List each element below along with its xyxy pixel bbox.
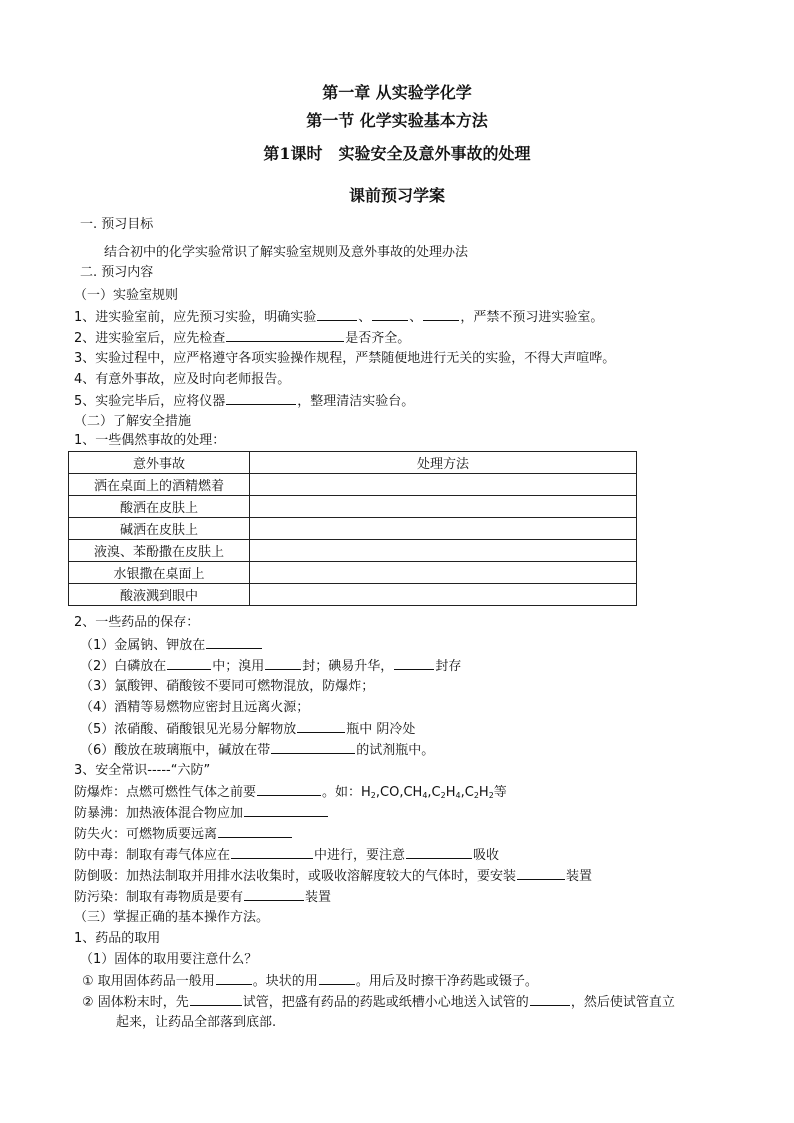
accident-cell: 酸洒在皮肤上 [69,496,250,518]
blank[interactable] [530,993,570,1006]
rule-3: 3、实验过程中，应严格遵守各项实验操作规程，严禁随便地进行无关的实验，不得大声喧哗。 [74,351,616,366]
solid-question: （1）固体的取用要注意什么？ [80,952,258,967]
blank[interactable] [244,888,304,901]
method-cell[interactable] [250,540,637,562]
solid-step-2-cont: 起来，让药品全部落到底部. [116,1015,277,1030]
blank[interactable] [271,741,355,754]
accident-cell: 水银撒在桌面上 [69,562,250,584]
blank[interactable] [265,657,301,670]
storage-5: （5）浓硝酸、硝酸银见光易分解物放 瓶中 阴冷处 [80,722,416,737]
prevent-fire: 防失火：可燃物质要远离 [74,825,293,844]
accident-cell: 洒在桌面上的酒精燃着 [69,474,250,496]
blank[interactable] [167,657,211,670]
method-cell[interactable] [250,584,637,606]
blank[interactable] [317,308,357,321]
blank[interactable] [226,329,344,342]
prevent-pollution: 防污染：制取有毒物质是要有 装置 [74,890,332,905]
accident-cell: 液溴、苯酚撒在皮肤上 [69,540,250,562]
rule-5: 5、实验完毕后，应将仪器 ，整理清洁实验台。 [74,394,415,409]
lesson-title: 第1课时 实验安全及意外事故的处理 [263,144,531,163]
accident-table [68,451,637,606]
storage-2: （2）白磷放在 中；溴用 封；碘易升华， 封存 [80,659,462,674]
six-prevention-heading: 3、安全常识-----“六防” [74,763,211,778]
blank[interactable] [406,846,472,859]
blank[interactable] [216,972,252,985]
chapter-title: 第一章 从实验学化学 [322,83,472,102]
blank[interactable] [206,636,262,649]
table-header-row [69,452,637,474]
blank[interactable] [372,308,408,321]
storage-3: （3）氯酸钾、硝酸铵不要同可燃物混放，防爆炸； [80,679,375,694]
solid-step-2: ② 固体粉末时，先 试管，把盛有药品的药匙或纸槽小心地送入试管的 ，然后使试管直立 [82,995,675,1010]
blank[interactable] [423,308,459,321]
blank[interactable] [226,392,296,405]
column-header: 处理方法 [250,452,637,474]
rule-2: 2、进实验室后，应先检查 是否齐全。 [74,331,411,346]
prevent-poisoning: 防中毒：制取有毒气体应在 中进行，要注意 吸收 [74,848,500,863]
part1-heading: （一）实验室规则 [74,288,179,303]
goals-heading: 一. 预习目标 [80,217,154,232]
reagent-subheading: 1、药品的取用 [74,931,161,946]
method-cell[interactable] [250,562,637,584]
blank[interactable] [517,867,565,880]
blank[interactable] [218,825,292,838]
blank[interactable] [257,783,321,796]
storage-4: （4）酒精等易燃物应密封且远离火源； [80,700,310,715]
table-row [69,540,637,562]
table-row [69,474,637,496]
table-row [69,518,637,540]
content-heading: 二. 预习内容 [80,265,154,280]
blank[interactable] [190,993,242,1006]
rule-4: 4、有意外事故，应及时向老师报告。 [74,372,291,387]
table-row [69,496,637,518]
blank[interactable] [319,972,355,985]
goals-text: 结合初中的化学实验常识了解实验室规则及意外事故的处理办法 [104,245,469,260]
part2-heading: （二）了解安全措施 [74,414,192,429]
method-cell[interactable] [250,518,637,540]
blank[interactable] [231,846,313,859]
storage-subheading: 2、一些药品的保存： [74,615,200,630]
accident-cell: 酸液溅到眼中 [69,584,250,606]
prevent-backflow: 防倒吸：加热法制取并用排水法收集时，或吸收溶解度较大的气体时，要安装 装置 [74,869,593,884]
method-cell[interactable] [250,474,637,496]
table-row [69,584,637,606]
blank[interactable] [244,804,328,817]
prevent-explosion: 防爆炸：点燃可燃性气体之前要 。如：$H_2,CO,CH_4,C_2H_4,C_2H_2$等 [74,785,507,800]
method-cell[interactable] [250,496,637,518]
storage-6: （6）酸放在玻璃瓶中，碱放在带 的试剂瓶中。 [80,743,435,758]
column-header: 意外事故 [69,452,250,474]
accident-subheading: 1、一些偶然事故的处理： [74,433,226,448]
storage-1: （1）金属钠、钾放在 [80,636,263,655]
doc-title: 课前预习学案 [348,186,445,205]
rule-1: 1、进实验室前，应先预习实验，明确实验 、 、 ，严禁不预习进实验室。 [74,310,604,325]
accident-cell: 碱洒在皮肤上 [69,518,250,540]
solid-step-1: ① 取用固体药品一般用 。块状的用 。用后及时擦干净药匙或镊子。 [82,974,538,989]
blank[interactable] [297,720,345,733]
blank[interactable] [394,657,434,670]
section-title: 第一节 化学实验基本方法 [306,111,488,130]
prevent-bumping: 防暴沸：加热液体混合物应加 [74,804,329,823]
part3-heading: （三）掌握正确的基本操作方法。 [74,910,270,925]
table-row [69,562,637,584]
